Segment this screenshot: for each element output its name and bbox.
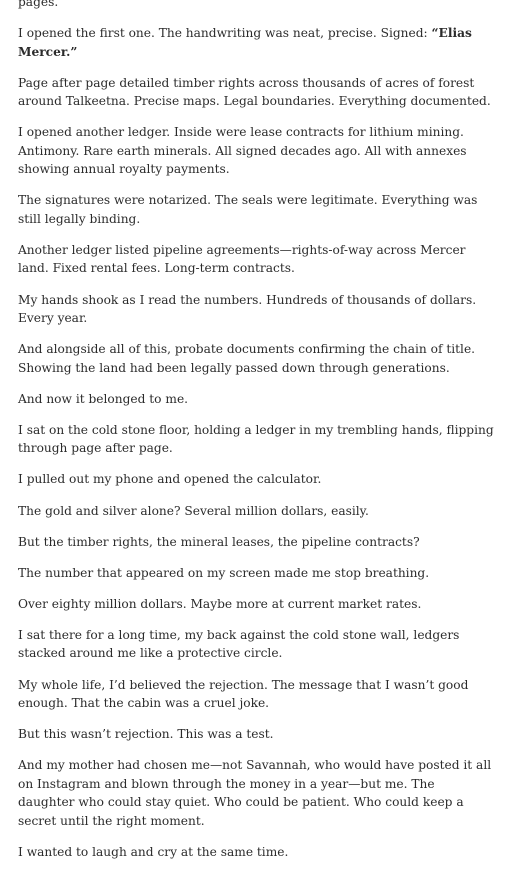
paragraph: The number that appeared on my screen made me stop breathing. — [18, 565, 430, 580]
paragraph: I wanted to laugh and cry at the same time. — [18, 844, 289, 859]
paragraph: And now it belonged to me. — [18, 391, 189, 406]
paragraph-signed — [18, 24, 494, 61]
paragraph: But this wasn’t rejection. This was a test. — [18, 727, 274, 742]
paragraph: And my mother had chosen me—not Savannah, who would have posted it all on Instagram and blown through the money in a year—but me. The daughter who could stay quiet. Who could be patient. Who could keep a secret until the right moment. — [18, 758, 492, 828]
paragraph: pages. — [18, 0, 59, 9]
paragraph: Page after page detailed timber rights across thousands of acres of forest around Talkeetna. Precise maps. Legal boundaries. Everything documented. — [18, 75, 491, 109]
paragraph: I pulled out my phone and opened the calculator. — [18, 472, 322, 487]
paragraph: My hands shook as I read the numbers. Hundreds of thousands of dollars. Every year. — [18, 292, 477, 326]
paragraph: But the timber rights, the mineral leases, the pipeline contracts? — [18, 534, 420, 549]
paragraph: I opened another ledger. Inside were lease contracts for lithium mining. Antimony. Rare earth minerals. All signed decades ago. All with annexes showing annual royalty payments. — [18, 125, 467, 177]
paragraph: I sat on the cold stone floor, holding a ledger in my trembling hands, flipping through page after page. — [18, 422, 494, 456]
paragraph: I sat there for a long time, my back against the cold stone wall, ledgers stacked around me like a protective circle. — [18, 627, 460, 661]
paragraph-text: I opened the first one. The handwriting was neat, precise. Signed: — [18, 26, 432, 41]
paragraph: The gold and silver alone? Several million dollars, easily. — [18, 503, 369, 518]
article-body — [18, 0, 494, 874]
paragraph: The signatures were notarized. The seals were legitimate. Everything was still legally binding. — [18, 193, 478, 226]
paragraph: Over eighty million dollars. Maybe more at current market rates. — [18, 596, 422, 611]
signature-name: “Elias Mercer.” — [18, 26, 472, 59]
paragraph: Another ledger listed pipeline agreements—rights-of-way across Mercer land. Fixed rental fees. Long-term contracts. — [18, 242, 466, 276]
paragraph: And alongside all of this, probate documents confirming the chain of title. Showing the land had been legally passed down through generations. — [18, 342, 476, 375]
paragraph: My whole life, I’d believed the rejection. The message that I wasn’t good enough. That the cabin was a cruel joke. — [18, 677, 469, 710]
